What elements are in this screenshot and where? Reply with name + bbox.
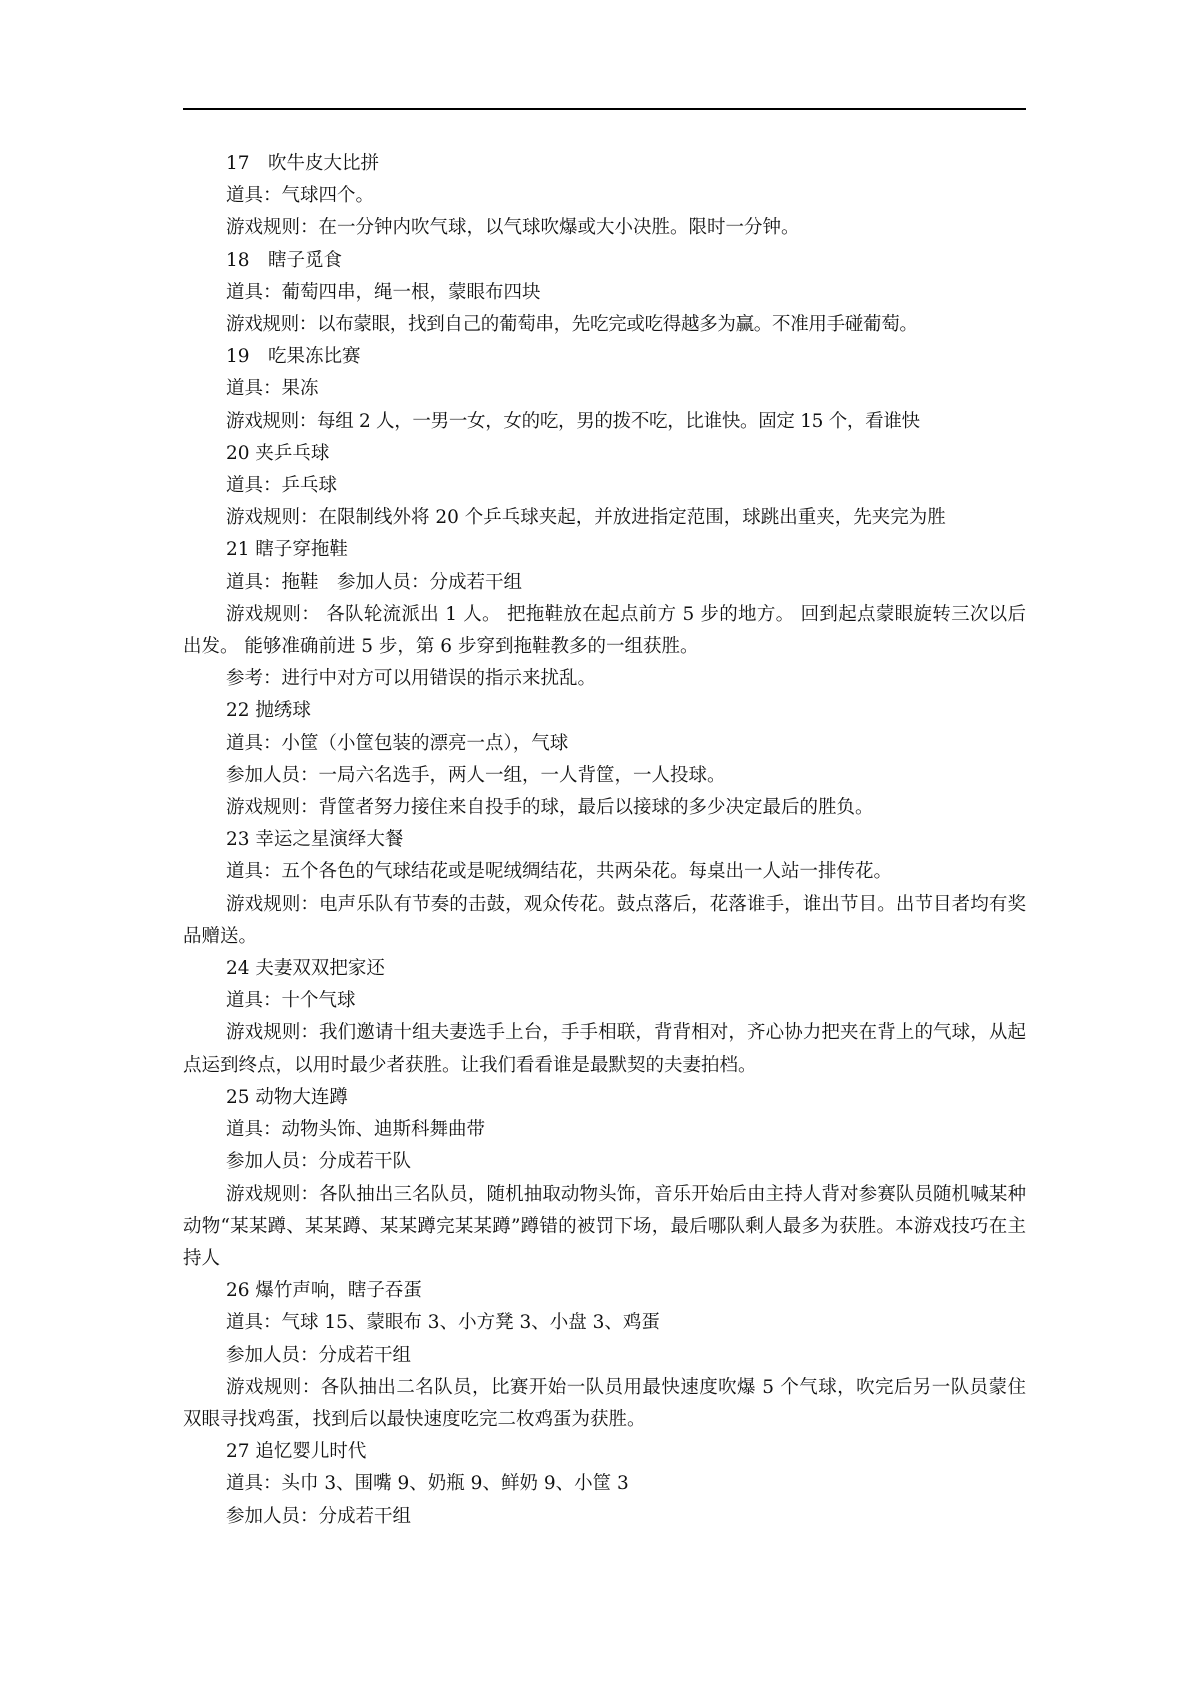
game-19-props: 道具：果冻 [226, 378, 319, 400]
game-25-title: 25 动物大连蹲 [226, 1086, 348, 1108]
game-18-rules: 游戏规则：以布蒙眼，找到自己的葡萄串，先吃完或吃得越多为赢。不准用手碰葡萄。 [226, 314, 918, 336]
game-23-props: 道具：五个各色的气球结花或是呢绒绸结花，共两朵花。每桌出一人站一排传花。 [226, 861, 893, 883]
game-25-props: 道具：动物头饰、迪斯科舞曲带 [226, 1119, 486, 1141]
game-18-props: 道具：葡萄四串，绳一根，蒙眼布四块 [226, 281, 541, 303]
game-25-participants: 参加人员：分成若干队 [226, 1151, 412, 1173]
game-21-props: 道具：拖鞋 参加人员：分成若干组 [226, 571, 523, 593]
document-body [183, 148, 1026, 1533]
game-21-title: 21 瞎子穿拖鞋 [226, 539, 348, 561]
game-22-props: 道具：小筐（小筐包装的漂亮一点），气球 [226, 732, 569, 754]
game-26-rules: 游戏规则：各队抽出二名队员，比赛开始一队员用最快速度吹爆 5 个气球，吹完后另一队员蒙住双眼寻找鸡蛋，找到后以最快速度吃完二枚鸡蛋为获胜。 [183, 1376, 1026, 1430]
game-22-rules: 游戏规则：背筐者努力接住来自投手的球，最后以接球的多少决定最后的胜负。 [226, 797, 874, 819]
game-24-rules: 游戏规则：我们邀请十组夫妻选手上台，手手相联，背背相对，齐心协力把夹在背上的气球，从起点运到终点，以用时最少者获胜。让我们看看谁是最默契的夫妻拍档。 [183, 1022, 1026, 1076]
game-19-title: 19 吃果冻比赛 [226, 346, 361, 368]
game-22-participants: 参加人员：一局六名选手，两人一组，一人背筐，一人投球。 [226, 764, 726, 786]
game-23-title: 23 幸运之星演绎大餐 [226, 829, 404, 851]
game-17-title: 17 吹牛皮大比拼 [226, 153, 380, 174]
game-26-props: 道具：气球 15、蒙眼布 3、小方凳 3、小盘 3、鸡蛋 [226, 1312, 660, 1334]
game-18-title: 18 瞎子觅食 [226, 249, 343, 271]
game-27-props: 道具：头巾 3、围嘴 9、奶瓶 9、鲜奶 9、小筐 3 [226, 1473, 629, 1495]
game-17-rules: 游戏规则：在一分钟内吹气球，以气球吹爆或大小决胜。限时一分钟。 [226, 217, 800, 239]
game-20-title: 20 夹乒乓球 [226, 442, 330, 464]
header-rule [183, 108, 1026, 110]
game-20-props: 道具：乒乓球 [226, 475, 338, 497]
game-24-props: 道具：十个气球 [226, 990, 356, 1012]
game-26-title: 26 爆竹声响，瞎子吞蛋 [226, 1280, 422, 1302]
game-20-rules: 游戏规则：在限制线外将 20 个乒乓球夹起，并放进指定范围，球跳出重夹，先夹完为胜 [226, 507, 946, 529]
game-27-title: 27 追忆婴儿时代 [226, 1441, 367, 1463]
game-21-note: 参考：进行中对方可以用错误的指示来扰乱。 [226, 668, 597, 690]
game-24-title: 24 夫妻双双把家还 [226, 958, 385, 980]
game-27-participants: 参加人员：分成若干组 [226, 1505, 412, 1527]
game-23-rules: 游戏规则：电声乐队有节奏的击鼓，观众传花。鼓点落后，花落谁手，谁出节目。出节目者均有奖品赠送。 [183, 893, 1026, 947]
game-22-title: 22 抛绣球 [226, 700, 311, 722]
game-21-rules: 游戏规则： 各队轮流派出 1 人。 把拖鞋放在起点前方 5 步的地方。 回到起点蒙眼旋转三次以后出发。 能够准确前进 5 步，第 6 步穿到拖鞋教多的一组获胜。 [183, 603, 1026, 658]
game-17-props: 道具：气球四个。 [226, 185, 375, 207]
game-19-rules: 游戏规则：每组 2 人，一男一女，女的吃，男的拨不吃，比谁快。固定 15 个，看谁快 [226, 410, 920, 432]
game-25-rules: 游戏规则：各队抽出三名队员，随机抽取动物头饰，音乐开始后由主持人背对参赛队员随机喊某种动物“某某蹲、某某蹲、某某蹲完某某蹲”蹲错的被罚下场，最后哪队剩人最多为获胜。本游戏技巧在主持人 [183, 1183, 1026, 1269]
game-26-participants: 参加人员：分成若干组 [226, 1344, 412, 1366]
